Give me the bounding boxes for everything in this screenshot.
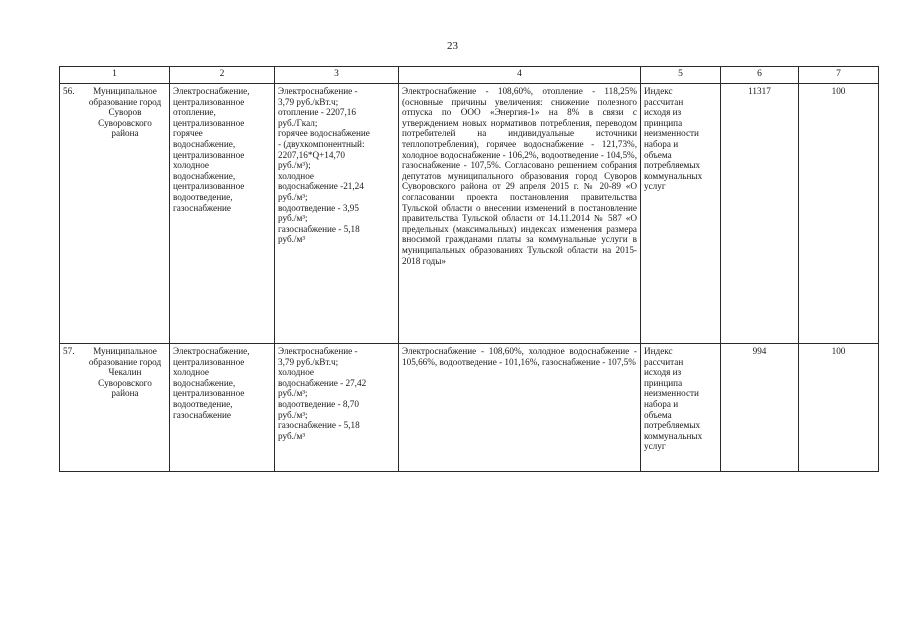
- cell-line: холодное: [278, 367, 315, 378]
- cell-line: руб./м³;: [278, 213, 308, 224]
- cell-line: руб./м³: [278, 234, 306, 245]
- cell-line: Индекс: [644, 86, 673, 96]
- cell-line: руб./м³);: [278, 160, 311, 171]
- cell-line: горячее водоснабжение: [278, 128, 370, 139]
- cell-line: водоснабжение,: [173, 138, 236, 149]
- cell-line: объема: [644, 149, 672, 160]
- cell-line: водоотведение - 8,70: [278, 398, 359, 409]
- cell-line: рассчитан: [644, 96, 684, 107]
- share-cell: 100: [799, 84, 879, 344]
- cell-line: водоотведение - 3,95: [278, 202, 359, 213]
- share-cell: 100: [799, 344, 879, 472]
- cell-line: 3,79 руб./кВт.ч;: [278, 96, 339, 107]
- cell-line: объема: [644, 409, 672, 420]
- services-cell: [170, 344, 275, 472]
- cell-line: услуг: [644, 441, 666, 452]
- column-header: 4: [399, 67, 641, 84]
- cell-line: централизованное: [173, 356, 245, 367]
- population-cell: 994: [721, 344, 799, 472]
- index-basis-cell: [641, 344, 721, 472]
- column-header: 2: [170, 67, 275, 84]
- cell-line: водоотведение,: [173, 398, 233, 409]
- cell-line: рассчитан: [644, 356, 684, 367]
- municipality-name: Муниципальное образование город Чекалин Суворовского района: [88, 346, 162, 399]
- cell-line: централизованное: [173, 388, 245, 399]
- cell-line: централизованное: [173, 181, 245, 192]
- services-cell: [170, 84, 275, 344]
- cell-line: потребляемых: [644, 420, 701, 431]
- cell-line: горячее: [173, 128, 203, 139]
- tariffs-cell: [275, 344, 399, 472]
- cell-line: неизменности: [644, 388, 699, 399]
- cell-line: 3,79 руб./кВт.ч;: [278, 356, 339, 367]
- cell-line: 2207,16*Q+14,70: [278, 149, 345, 160]
- row-index: 57.: [63, 346, 75, 356]
- municipality-cell: [60, 84, 170, 344]
- column-header: 7: [799, 67, 879, 84]
- page-number: 23: [447, 40, 458, 52]
- cell-line: неизменности: [644, 128, 699, 139]
- tariff-table: [59, 66, 879, 472]
- cell-line: холодное: [173, 367, 210, 378]
- cell-line: услуг: [644, 181, 666, 192]
- change-description-cell: Электроснабжение - 108,60%, холодное водоснабжение - 105,66%, водоотведение - 101,16%, газоснабжение - 107,5%: [399, 344, 641, 472]
- cell-line: водоснабжение,: [173, 170, 236, 181]
- table-row: [60, 344, 879, 472]
- cell-line: потребляемых: [644, 160, 701, 171]
- cell-line: Электроснабжение -: [278, 86, 358, 96]
- cell-line: исходя из: [644, 107, 682, 118]
- change-description-cell: Электроснабжение - 108,60%, отопление - 118,25% (основные причины увеличения: снижение полезного отпуска по ООО «Энергия-1» на 8% в связи с утверждением новых нормативов потребления, переводом потребителей на индивидуальные источники теплопотребления), горячее водоснабжение - 121,73%, холодное водоснабжение - 106,2%, водоотведение - 104,5%, газоснабжение - 107,5%. Согласовано решением собрания депутатов муниципального образования город Суворов Суворовского района от 29 апреля 2015 г. № 20-89 «О согласовании проекта постановления правительства Тульской области о внесении изменений в постановление правительства Тульской области от 14.11.2014 № 587 «О предельных (максимальных) индексах изменения размера вносимой гражданами платы за коммунальные услуги в муниципальных образованиях Тульской области на 2015-2018 годы»: [399, 84, 641, 344]
- index-basis-cell: [641, 84, 721, 344]
- cell-line: коммунальных: [644, 430, 703, 441]
- tariffs-cell: [275, 84, 399, 344]
- cell-line: централизованное: [173, 117, 245, 128]
- cell-line: исходя из: [644, 367, 682, 378]
- cell-line: холодное: [278, 170, 315, 181]
- column-header: 6: [721, 67, 799, 84]
- cell-line: руб./м³;: [278, 191, 308, 202]
- cell-line: Электроснабжение,: [173, 86, 250, 96]
- cell-line: газоснабжение - 5,18: [278, 223, 360, 234]
- cell-line: водоснабжение -21,24: [278, 181, 364, 192]
- cell-line: централизованное: [173, 149, 245, 160]
- row-index: 56.: [63, 86, 75, 96]
- column-header: 1: [60, 67, 170, 84]
- cell-line: Индекс: [644, 346, 673, 356]
- cell-line: отопление,: [173, 107, 216, 118]
- cell-line: принципа: [644, 377, 683, 388]
- cell-line: Электроснабжение,: [173, 346, 250, 356]
- cell-line: - (двухкомпонентный:: [278, 138, 365, 149]
- cell-line: руб./м³: [278, 430, 306, 441]
- cell-line: централизованное: [173, 96, 245, 107]
- cell-line: газоснабжение - 5,18: [278, 420, 360, 431]
- cell-line: водоотведение,: [173, 191, 233, 202]
- table-row: [60, 84, 879, 344]
- cell-line: принципа: [644, 117, 683, 128]
- cell-line: руб./Гкал;: [278, 117, 318, 128]
- cell-line: газоснабжение: [173, 409, 231, 420]
- population-cell: 11317: [721, 84, 799, 344]
- cell-line: Электроснабжение -: [278, 346, 358, 356]
- cell-line: водоснабжение,: [173, 377, 236, 388]
- column-header: 3: [275, 67, 399, 84]
- cell-line: руб./м³;: [278, 388, 308, 399]
- column-header: 5: [641, 67, 721, 84]
- cell-line: набора и: [644, 398, 679, 409]
- cell-line: газоснабжение: [173, 202, 231, 213]
- cell-line: холодное: [173, 160, 210, 171]
- cell-line: коммунальных: [644, 170, 703, 181]
- cell-line: отопление - 2207,16: [278, 107, 356, 118]
- municipality-cell: [60, 344, 170, 472]
- cell-line: руб./м³;: [278, 409, 308, 420]
- header-row: [60, 67, 879, 84]
- cell-line: водоснабжение - 27,42: [278, 377, 367, 388]
- municipality-name: Муниципальное образование город Суворов Суворовского района: [88, 86, 162, 139]
- cell-line: набора и: [644, 138, 679, 149]
